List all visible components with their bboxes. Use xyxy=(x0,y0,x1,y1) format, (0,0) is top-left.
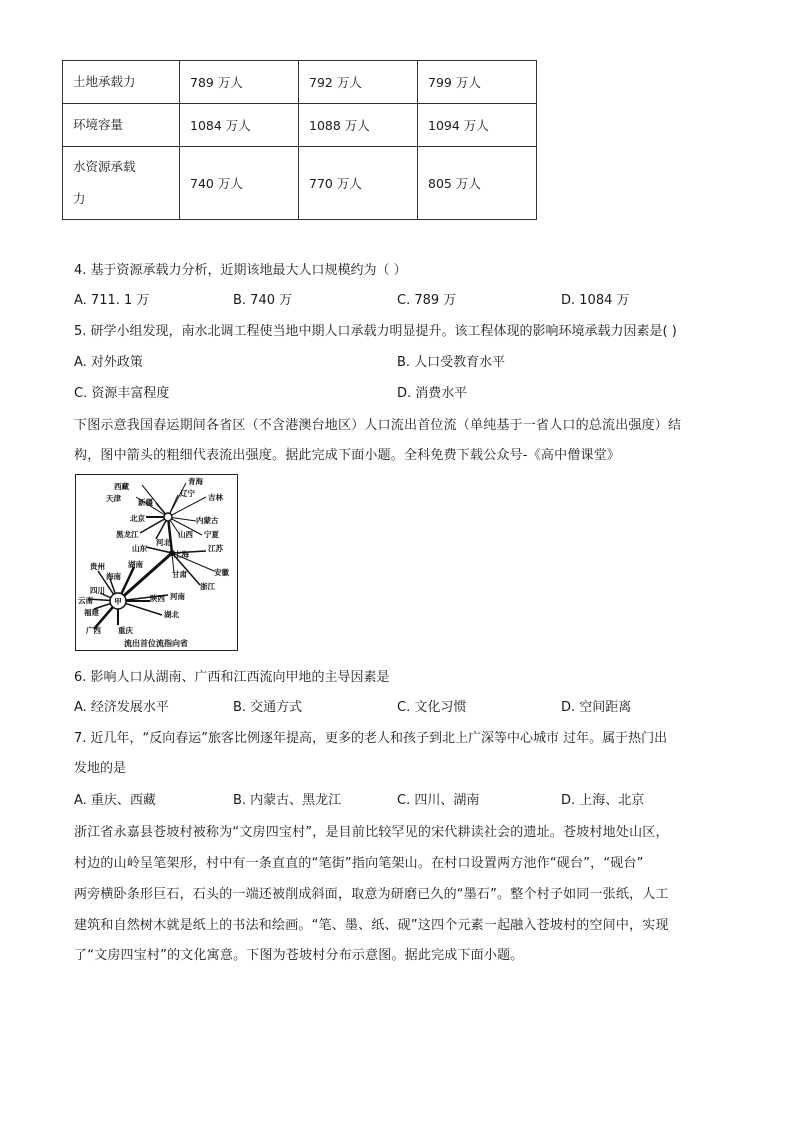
node-label: 宁夏 xyxy=(204,530,219,539)
q6-option-c[interactable]: C. 文化习惯 xyxy=(397,700,467,715)
material-paragraph-line: 村边的山岭呈笔架形，村中有一条直直的“笔街”指向笔架山。在村口设置两方池作“砚台”，“砚台” xyxy=(74,856,644,871)
figure-caption: 流出首位流指向省 xyxy=(124,639,188,648)
table-cell: 789 万人 xyxy=(180,61,299,104)
material-paragraph-line: 两旁横卧条形巨石，石头的一端还被削成斜面，取意为研磨已久的“墨石”。整个村子如同一张纸，人工 xyxy=(74,887,669,902)
question-7-stem-line: 7. 近几年，“反向春运”旅客比例逐年提高，更多的老人和孩子到北上广深等中心城市 过年。属于热门出 xyxy=(74,731,668,746)
q6-option-b[interactable]: B. 交通方式 xyxy=(233,700,303,715)
q6-option-d[interactable]: D. 空间距离 xyxy=(561,700,632,715)
q7-option-d[interactable]: D. 上海、北京 xyxy=(561,793,645,808)
node-label: 湖北 xyxy=(164,610,179,619)
table-cell: 792 万人 xyxy=(299,61,418,104)
node-label: 河南 xyxy=(170,592,185,601)
material-paragraph-line: 下图示意我国春运期间各省区（不含港澳台地区）人口流出首位流（单纯基于一省人口的总流出强度）结 xyxy=(74,418,682,433)
table-cell-line: 力 xyxy=(73,191,86,206)
material-paragraph-line: 构，图中箭头的粗细代表流出强度。据此完成下面小题。全科免费下载公众号-《高中僧课堂》 xyxy=(74,448,621,463)
q7-option-b[interactable]: B. 内蒙古、黑龙江 xyxy=(233,793,342,808)
q4-option-c[interactable]: C. 789 万 xyxy=(397,293,457,308)
population-flow-diagram xyxy=(75,474,238,651)
table-row xyxy=(63,61,537,104)
table-cell: 1084 万人 xyxy=(180,104,299,147)
table-row xyxy=(63,147,537,220)
table-cell: 环境容量 xyxy=(63,104,180,147)
node-label: 上海 xyxy=(174,550,189,559)
node-label: 辽宁 xyxy=(180,489,195,498)
node-label: 甘肃 xyxy=(172,570,187,579)
q5-option-d[interactable]: D. 消费水平 xyxy=(397,386,468,401)
node-label: 青海 xyxy=(188,477,203,486)
node-label: 广西 xyxy=(86,626,101,635)
node-label: 黑龙江 xyxy=(116,530,139,539)
question-7-stem-line: 发地的是 xyxy=(74,761,127,776)
carrying-capacity-table xyxy=(62,60,537,220)
table-row xyxy=(63,104,537,147)
table-cell xyxy=(63,147,180,220)
q7-option-c[interactable]: C. 四川、湖南 xyxy=(397,793,480,808)
q6-option-a[interactable]: A. 经济发展水平 xyxy=(74,700,169,715)
q5-option-a[interactable]: A. 对外政策 xyxy=(74,355,143,370)
node-label: 福建 xyxy=(84,608,99,617)
material-paragraph-line: 了“文房四宝村”的文化寓意。下图为苍坡村分布示意图。据此完成下面小题。 xyxy=(74,948,524,963)
flow-diagram-svg xyxy=(76,475,237,650)
table-cell: 1094 万人 xyxy=(418,104,537,147)
node-label: 陕西 xyxy=(150,594,165,603)
node-label: 内蒙古 xyxy=(196,516,219,525)
question-4-stem: 4. 基于资源承载力分析，近期该地最大人口规模约为（ ） xyxy=(74,263,407,278)
node-label: 安徽 xyxy=(214,568,229,577)
node-label: 贵州 xyxy=(90,562,105,571)
table-cell: 770 万人 xyxy=(299,147,418,220)
table-cell: 799 万人 xyxy=(418,61,537,104)
material-paragraph-line: 浙江省永嘉县苍坡村被称为“文房四宝村”，是目前比较罕见的宋代耕读社会的遗址。苍坡村地处山区， xyxy=(74,825,669,840)
node-label: 海南 xyxy=(106,572,121,581)
table-cell: 740 万人 xyxy=(180,147,299,220)
q5-option-c[interactable]: C. 资源丰富程度 xyxy=(74,386,170,401)
node-label: 四川 xyxy=(90,586,105,595)
node-label: 山西 xyxy=(178,530,193,539)
node-label: 山东 xyxy=(132,544,147,553)
table-cell-line: 水资源承载 xyxy=(73,159,136,174)
table-cell: 805 万人 xyxy=(418,147,537,220)
node-label: 天津 xyxy=(106,494,121,503)
q4-option-a[interactable]: A. 711. 1 万 xyxy=(74,293,150,308)
q5-option-b[interactable]: B. 人口受教育水平 xyxy=(397,355,506,370)
hub-label: 甲 xyxy=(114,597,122,606)
node-label: 浙江 xyxy=(200,582,215,591)
question-5-stem: 5. 研学小组发现，南水北调工程使当地中期人口承载力明显提升。该工程体现的影响环境承载力因素是( ) xyxy=(74,324,677,339)
q4-option-d[interactable]: D. 1084 万 xyxy=(561,293,630,308)
material-paragraph-line: 建筑和自然树木就是纸上的书法和绘画。“笔、墨、纸、砚”这四个元素一起融入苍坡村的空间中，实现 xyxy=(74,918,669,933)
node-label: 江苏 xyxy=(208,544,223,553)
node-label: 云南 xyxy=(78,596,93,605)
node-label: 北京 xyxy=(130,514,145,523)
node-label: 西藏 xyxy=(114,482,129,491)
node-label: 河北 xyxy=(156,538,171,547)
node-label: 新疆 xyxy=(138,498,153,507)
table-cell: 土地承载力 xyxy=(63,61,180,104)
question-6-stem: 6. 影响人口从湖南、广西和江西流向甲地的主导因素是 xyxy=(74,670,390,685)
node-label: 湖南 xyxy=(128,560,143,569)
q7-option-a[interactable]: A. 重庆、西藏 xyxy=(74,793,156,808)
table-cell: 1088 万人 xyxy=(299,104,418,147)
q4-option-b[interactable]: B. 740 万 xyxy=(233,293,293,308)
node-label: 吉林 xyxy=(208,493,223,502)
node-label: 重庆 xyxy=(118,626,133,635)
